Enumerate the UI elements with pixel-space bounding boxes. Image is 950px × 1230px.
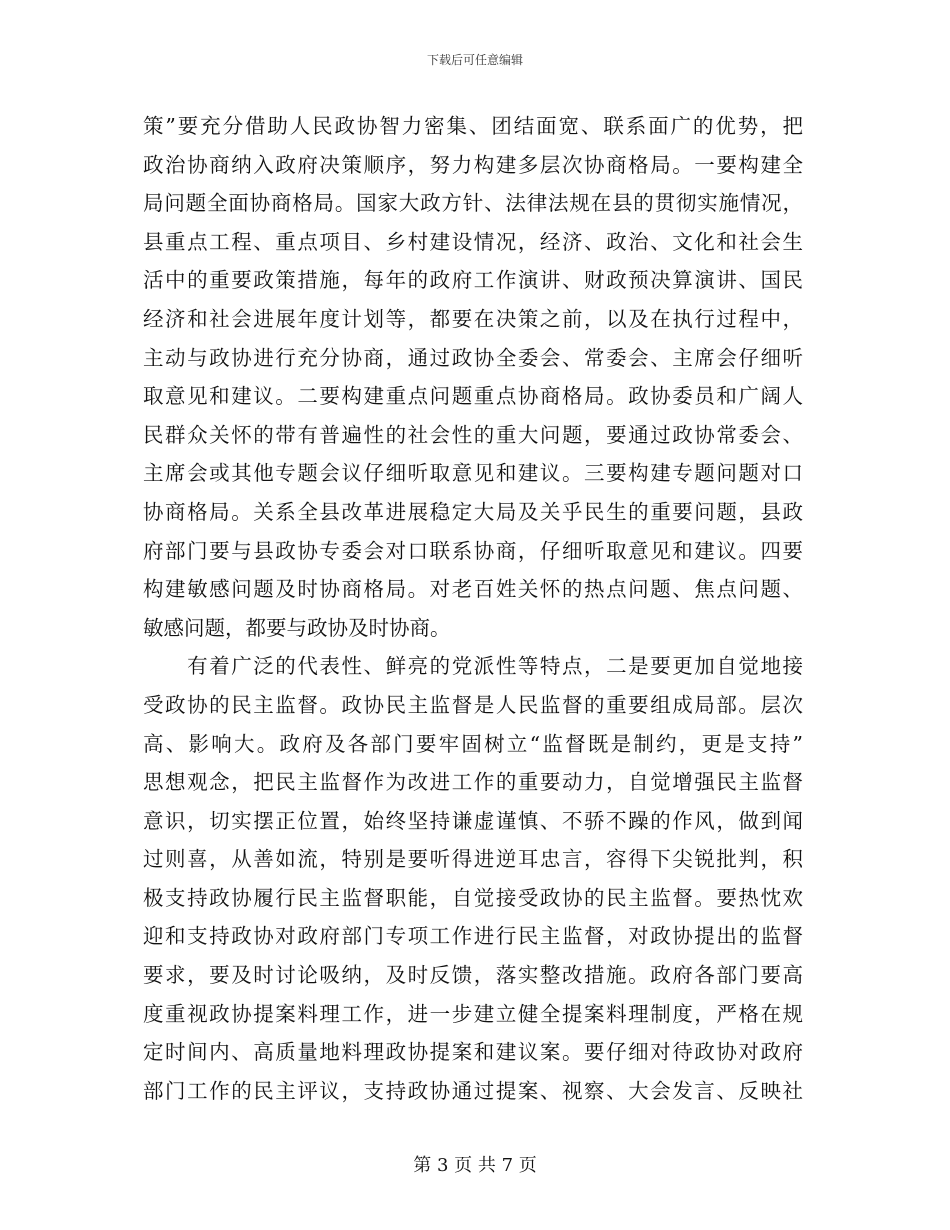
- body-line: 敏感问题，都要与政协及时协商。: [143, 615, 451, 640]
- body-line: 活中的重要政策措施，每年的政府工作演讲、财政预决算演讲、国民: [143, 268, 803, 293]
- body-line: 有着广泛的代表性、鲜亮的党派性等特点，二是要更加自觉地接: [143, 654, 803, 679]
- page-header-note: 下载后可任意编辑: [426, 53, 523, 67]
- body-line: 经济和社会进展年度计划等，都要在决策之前，以及在执行过程中，: [143, 306, 803, 331]
- body-line: 构建敏感问题及时协商格局。对老百姓关怀的热点问题、焦点问题、: [143, 577, 803, 602]
- document-body: [143, 107, 803, 1110]
- body-line: 主动与政协进行充分协商，通过政协全委会、常委会、主席会仔细听: [143, 345, 803, 370]
- body-line: 极支持政协履行民主监督职能，自觉接受政协的民主监督。要热忱欢: [143, 885, 803, 910]
- body-line: 部门工作的民主评议，支持政协通过提案、视察、大会发言、反映社: [143, 1078, 803, 1103]
- body-line: 民群众关怀的带有普遍性的社会性的重大问题，要通过政协常委会、: [143, 422, 803, 447]
- body-line: 协商格局。关系全县改革进展稳定大局及关乎民生的重要问题，县政: [143, 499, 803, 524]
- page-number: 第 3 页 共 7 页: [413, 1155, 537, 1176]
- body-line: 高、影响大。政府及各部门要牢固树立“监督既是制约，更是支持”: [143, 731, 803, 756]
- body-line: 意识，切实摆正位置，始终坚持谦虚谨慎、不骄不躁的作风，做到闻: [143, 808, 803, 833]
- body-line: 迎和支持政协对政府部门专项工作进行民主监督，对政协提出的监督: [143, 924, 803, 949]
- body-line: 政治协商纳入政府决策顺序，努力构建多层次协商格局。一要构建全: [143, 152, 803, 177]
- body-line: 策”要充分借助人民政协智力密集、团结面宽、联系面广的优势，把: [143, 114, 803, 138]
- body-line: 受政协的民主监督。政协民主监督是人民监督的重要组成局部。层次: [143, 692, 803, 717]
- body-line: 度重视政协提案料理工作，进一步建立健全提案料理制度，严格在规: [143, 1001, 803, 1026]
- body-line: 过则喜，从善如流，特别是要听得进逆耳忠言，容得下尖锐批判，积: [143, 847, 803, 872]
- body-line: 县重点工程、重点项目、乡村建设情况，经济、政治、文化和社会生: [143, 229, 803, 254]
- body-line: 定时间内、高质量地料理政协提案和建议案。要仔细对待政协对政府: [143, 1040, 803, 1065]
- body-line: 局问题全面协商格局。国家大政方针、法律法规在县的贯彻实施情况，: [143, 191, 803, 216]
- body-line: 取意见和建议。二要构建重点问题重点协商格局。政协委员和广阔人: [143, 384, 803, 409]
- body-line: 要求，要及时讨论吸纳，及时反馈，落实整改措施。政府各部门要高: [143, 963, 803, 988]
- body-line: 思想观念，把民主监督作为改进工作的重要动力，自觉增强民主监督: [143, 770, 803, 795]
- body-line: 主席会或其他专题会议仔细听取意见和建议。三要构建专题问题对口: [143, 461, 803, 486]
- body-line: 府部门要与县政协专委会对口联系协商，仔细听取意见和建议。四要: [143, 538, 803, 563]
